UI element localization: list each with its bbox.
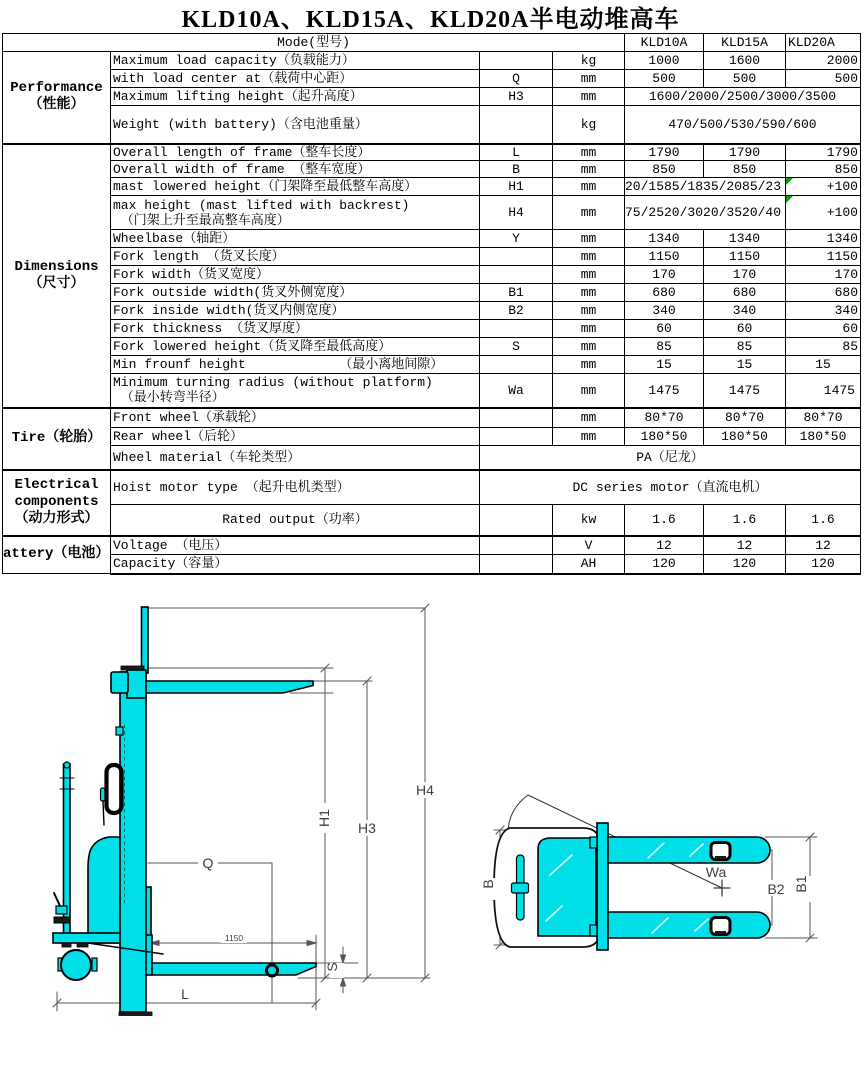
row-value: 120 xyxy=(786,555,861,574)
table-row xyxy=(3,248,861,266)
row-value: +100 xyxy=(786,178,861,196)
row-value: +100 xyxy=(786,196,861,230)
row-value-clipped: 20/1585/1835/2085/23 xyxy=(625,178,786,196)
row-value: 12 xyxy=(704,536,786,555)
row-value: 85 xyxy=(625,338,704,356)
row-value: 1340 xyxy=(786,230,861,248)
row-unit: mm xyxy=(553,374,625,408)
row-value: 85 xyxy=(786,338,861,356)
table-row xyxy=(3,284,861,302)
row-symbol: B2 xyxy=(480,302,553,320)
row-value: 1000 xyxy=(625,52,704,70)
section-battery: attery（电池） xyxy=(3,536,111,574)
row-desc: Fork outside width(货叉外侧宽度） xyxy=(111,284,480,302)
top-view-drawing xyxy=(480,795,817,950)
row-value: 120 xyxy=(704,555,786,574)
row-value: 15 xyxy=(625,356,704,374)
row-unit: mm xyxy=(553,230,625,248)
row-desc: Fork thickness （货叉厚度） xyxy=(111,320,480,338)
row-symbol xyxy=(480,408,553,428)
row-unit: mm xyxy=(553,356,625,374)
section-performance: Performance （性能） xyxy=(3,52,111,144)
model-kld20a: KLD20A xyxy=(786,34,861,52)
row-symbol xyxy=(480,106,553,144)
row-value: 500 xyxy=(704,70,786,88)
table-row xyxy=(3,536,861,555)
table-row xyxy=(3,266,861,284)
row-unit: kg xyxy=(553,106,625,144)
model-kld10a: KLD10A xyxy=(625,34,704,52)
row-value: 850 xyxy=(704,161,786,178)
table-row xyxy=(3,374,861,408)
row-value: 850 xyxy=(625,161,704,178)
row-value: 1475 xyxy=(786,374,861,408)
table-row xyxy=(3,470,861,505)
row-value: 1.6 xyxy=(625,505,704,536)
table-row xyxy=(3,408,861,428)
load-backrest xyxy=(111,672,128,693)
fork-bottom xyxy=(608,912,770,938)
row-value: 60 xyxy=(704,320,786,338)
row-unit: mm xyxy=(553,70,625,88)
row-symbol: Q xyxy=(480,70,553,88)
section-tire: Tire（轮胎） xyxy=(3,408,111,470)
table-row xyxy=(3,356,861,374)
row-desc: Front wheel（承载轮） xyxy=(111,408,480,428)
row-value: 85 xyxy=(704,338,786,356)
row-unit: mm xyxy=(553,428,625,446)
row-unit: mm xyxy=(553,161,625,178)
row-value-merged: DC series motor（直流电机） xyxy=(480,470,861,505)
row-value: 340 xyxy=(704,302,786,320)
row-desc: Fork lowered height（货叉降至最低高度） xyxy=(111,338,480,356)
row-unit: mm xyxy=(553,144,625,161)
row-value: 170 xyxy=(625,266,704,284)
row-symbol: L xyxy=(480,144,553,161)
row-symbol: Wa xyxy=(480,374,553,408)
row-symbol xyxy=(480,555,553,574)
row-desc: Maximum load capacity（负载能力） xyxy=(111,52,480,70)
row-value-merged: 470/500/530/590/600 xyxy=(625,106,861,144)
row-unit: mm xyxy=(553,302,625,320)
row-value: 1475 xyxy=(704,374,786,408)
table-row xyxy=(3,52,861,70)
row-value: 1790 xyxy=(704,144,786,161)
row-unit: mm xyxy=(553,196,625,230)
row-desc: with load center at（载荷中心距） xyxy=(111,70,480,88)
row-desc: Fork inside width(货叉内侧宽度） xyxy=(111,302,480,320)
row-value: 12 xyxy=(786,536,861,555)
row-symbol: H3 xyxy=(480,88,553,106)
table-row xyxy=(3,505,861,536)
row-unit: mm xyxy=(553,320,625,338)
row-desc: max height (mast lifted with backrest) （门架上升至最高整车高度） xyxy=(111,196,480,230)
row-symbol xyxy=(480,266,553,284)
row-symbol: Y xyxy=(480,230,553,248)
mode-header: Mode(型号) xyxy=(3,34,625,52)
row-symbol xyxy=(480,428,553,446)
fork-carriage xyxy=(127,670,146,698)
table-row xyxy=(3,446,861,470)
row-value: 170 xyxy=(786,266,861,284)
row-value: 500 xyxy=(625,70,704,88)
row-unit: mm xyxy=(553,284,625,302)
row-unit: V xyxy=(553,536,625,555)
row-value: 680 xyxy=(704,284,786,302)
row-value: 340 xyxy=(786,302,861,320)
table-row xyxy=(3,196,861,230)
lowered-fork xyxy=(152,963,316,975)
table-row xyxy=(3,70,861,88)
row-value-merged: PA（尼龙） xyxy=(480,446,861,470)
row-value: 1150 xyxy=(704,248,786,266)
row-value-merged: 1600/2000/2500/3000/3500 xyxy=(625,88,861,106)
row-value: 80*70 xyxy=(704,408,786,428)
row-desc: Min frounf height （最小离地间隙） xyxy=(111,356,480,374)
row-desc: Maximum lifting height（起升高度） xyxy=(111,88,480,106)
row-unit: mm xyxy=(553,248,625,266)
inner-mast xyxy=(142,607,149,673)
row-desc: Capacity（容量） xyxy=(111,555,480,574)
row-value: 80*70 xyxy=(786,408,861,428)
dim-label-h1: H1 xyxy=(316,809,332,827)
row-value: 1790 xyxy=(786,144,861,161)
table-row xyxy=(3,338,861,356)
dim-label-b2: B2 xyxy=(767,881,785,897)
table-row xyxy=(3,302,861,320)
row-desc: Minimum turning radius (without platform) （最小转弯半径） xyxy=(111,374,480,408)
pump-unit xyxy=(56,906,67,914)
row-unit: mm xyxy=(553,178,625,196)
raised-fork xyxy=(146,681,313,693)
row-desc: Wheelbase（轴距） xyxy=(111,230,480,248)
load-roller xyxy=(267,965,278,976)
row-unit: AH xyxy=(553,555,625,574)
row-value: 60 xyxy=(625,320,704,338)
base-platform xyxy=(53,933,128,943)
dim-label-q: Q xyxy=(202,855,214,871)
row-value: 60 xyxy=(786,320,861,338)
row-value: 180*50 xyxy=(786,428,861,446)
row-value: 170 xyxy=(704,266,786,284)
row-value: 180*50 xyxy=(625,428,704,446)
row-value: 1150 xyxy=(786,248,861,266)
row-value: 80*70 xyxy=(625,408,704,428)
table-row xyxy=(3,106,861,144)
table-row xyxy=(3,555,861,574)
side-view-drawing xyxy=(53,604,438,1016)
row-desc: Overall width of frame （整车宽度） xyxy=(111,161,480,178)
table-row xyxy=(3,320,861,338)
dim-label-b1: B1 xyxy=(793,875,809,893)
table-row xyxy=(3,161,861,178)
dim-label-wa: Wa xyxy=(705,864,727,880)
row-value: 340 xyxy=(625,302,704,320)
row-desc: Fork length （货叉长度） xyxy=(111,248,480,266)
row-value: 2000 xyxy=(786,52,861,70)
row-symbol xyxy=(480,52,553,70)
row-value-clipped: 75/2520/3020/3520/40 xyxy=(625,196,786,230)
row-value: 1150 xyxy=(625,248,704,266)
row-symbol xyxy=(480,505,553,536)
row-desc: Hoist motor type （起升电机类型） xyxy=(111,470,480,505)
row-value: 1340 xyxy=(704,230,786,248)
row-value: 850 xyxy=(786,161,861,178)
row-value: 12 xyxy=(625,536,704,555)
row-desc: Wheel material（车轮类型） xyxy=(111,446,480,470)
technical-drawings xyxy=(0,575,865,1080)
row-desc: Weight (with battery)（含电池重量） xyxy=(111,106,480,144)
table-row xyxy=(3,428,861,446)
drive-wheel xyxy=(61,950,91,980)
green-triangle-icon xyxy=(786,196,793,203)
row-desc: Rear wheel（后轮） xyxy=(111,428,480,446)
green-triangle-icon xyxy=(786,178,793,185)
control-lever xyxy=(101,788,106,801)
row-symbol xyxy=(480,356,553,374)
row-unit: kw xyxy=(553,505,625,536)
spec-table xyxy=(2,33,861,575)
page-title: KLD10A、KLD15A、KLD20A半电动堆高车 xyxy=(181,6,680,33)
row-desc: Rated output（功率） xyxy=(111,505,480,536)
section-electrical: Electrical components （动力形式） xyxy=(3,470,111,536)
dimension-lines xyxy=(53,604,430,1011)
fork-top xyxy=(608,837,770,863)
row-symbol: H1 xyxy=(480,178,553,196)
row-unit: mm xyxy=(553,408,625,428)
dim-label-h3: H3 xyxy=(358,820,376,836)
row-symbol: H4 xyxy=(480,196,553,230)
row-desc: Voltage （电压） xyxy=(111,536,480,555)
table-row xyxy=(3,34,861,52)
row-symbol xyxy=(480,320,553,338)
table-row xyxy=(3,230,861,248)
row-desc: mast lowered height（门架降至最低整车高度） xyxy=(111,178,480,196)
row-symbol: B1 xyxy=(480,284,553,302)
section-dimensions: Dimensions （尺寸） xyxy=(3,144,111,408)
row-unit: mm xyxy=(553,266,625,284)
row-unit: mm xyxy=(553,338,625,356)
row-value: 1340 xyxy=(625,230,704,248)
row-value: 1.6 xyxy=(704,505,786,536)
row-symbol: S xyxy=(480,338,553,356)
wa-cross xyxy=(714,880,730,896)
table-row xyxy=(3,178,861,196)
table-row xyxy=(3,88,861,106)
row-value: 1600 xyxy=(704,52,786,70)
table-row xyxy=(3,144,861,161)
dim-label-h4: H4 xyxy=(416,782,434,798)
row-symbol: B xyxy=(480,161,553,178)
row-value: 15 xyxy=(704,356,786,374)
row-value: 680 xyxy=(625,284,704,302)
row-value: 1475 xyxy=(625,374,704,408)
dim-label-s: S xyxy=(324,962,340,972)
row-value: 1790 xyxy=(625,144,704,161)
row-desc: Overall length of frame（整车长度） xyxy=(111,144,480,161)
row-value: 500 xyxy=(786,70,861,88)
dim-label-l: L xyxy=(181,986,189,1002)
dim-label-1150: 1150 xyxy=(224,933,244,943)
model-kld15a: KLD15A xyxy=(704,34,786,52)
carriage-bar xyxy=(597,823,608,950)
mast-foot xyxy=(119,1012,152,1016)
row-value: 1.6 xyxy=(786,505,861,536)
row-desc: Fork width（货叉宽度） xyxy=(111,266,480,284)
row-value: 680 xyxy=(786,284,861,302)
row-symbol xyxy=(480,536,553,555)
row-unit: mm xyxy=(553,88,625,106)
mast xyxy=(120,672,146,1012)
row-value: 120 xyxy=(625,555,704,574)
row-value: 180*50 xyxy=(704,428,786,446)
row-value: 15 xyxy=(786,356,861,374)
row-unit: kg xyxy=(553,52,625,70)
row-symbol xyxy=(480,248,553,266)
dim-label-b: B xyxy=(480,879,496,889)
